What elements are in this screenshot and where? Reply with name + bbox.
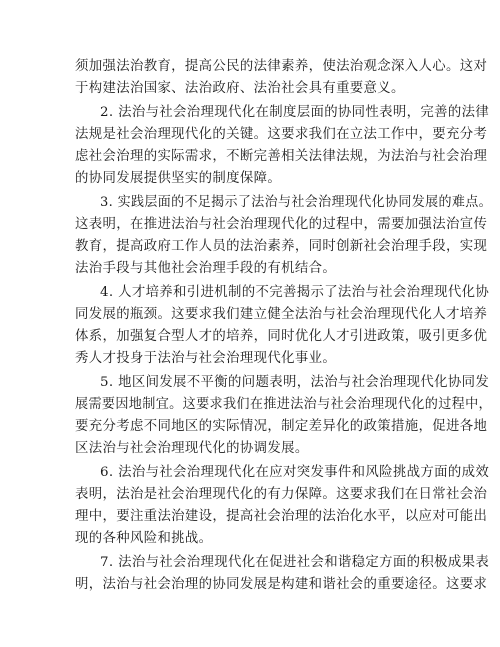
text-line: 6. 法治与社会治理现代化在应对突发事件和风险挑战方面的成效 [100,465,490,481]
text-line: 要充分考虑不同地区的实际情况，制定差异化的政策措施，促进各地 [75,418,488,434]
text-line: 须加强法治教育，提高公民的法律素养，使法治观念深入人心。这对 [75,59,488,74]
text-line: 理中，要注重法治建设，提高社会治理的法治化水平，以应对可能出 [75,508,488,524]
text-line: 现的各种风险和挑战。 [75,530,213,546]
text-line: 5. 地区间发展不平衡的问题表明，法治与社会治理现代化协同发 [100,375,490,391]
text-line: 区法治与社会治理现代化的协调发展。 [75,440,309,456]
text-line: 教育，提高政府工作人员的法治素养，同时创新社会治理手段，实现 [75,239,488,254]
text-line: 法规是社会治理现代化的关键。这要求我们在立法工作中，要充分考 [75,127,488,143]
text-line: 3. 实践层面的不足揭示了法治与社会治理现代化协同发展的难点。 [100,195,492,211]
text-line: 体系，加强复合型人才的培养，同时优化人才引进政策，吸引更多优 [75,328,488,344]
text-line: 2. 法治与社会治理现代化在制度层面的协同性表明，完善的法律 [100,105,490,121]
text-line: 展需要因地制宜。这要求我们在推进法治与社会治理现代化的过程中， [75,397,493,412]
text-line: 虑社会治理的实际需求，不断完善相关法律法规，为法治与社会治理 [75,149,488,164]
text-line: 秀人才投身于法治与社会治理现代化事业。 [75,350,337,366]
text-line: 这表明，在推进法治与社会治理现代化的过程中，需要加强法治宣传 [75,217,488,233]
text-line: 明，法治与社会治理的协同发展是构建和谐社会的重要途径。这要求 [75,577,488,592]
text-line: 于构建法治国家、法治政府、法治社会具有重要意义。 [75,80,405,96]
text-line: 4. 人才培养和引进机制的不完善揭示了法治与社会治理现代化协 [100,285,490,301]
text-line: 法治手段与其他社会治理手段的有机结合。 [75,260,337,276]
text-line: 同发展的瓶颈。这要求我们建立健全法治与社会治理现代化人才培养 [75,307,488,323]
text-line: 7. 法治与社会治理现代化在促进社会和谐稳定方面的积极成果表 [100,555,490,571]
text-line: 表明，法治是社会治理现代化的有力保障。这要求我们在日常社会治 [75,487,488,502]
text-line: 的协同发展提供坚实的制度保障。 [75,170,282,186]
